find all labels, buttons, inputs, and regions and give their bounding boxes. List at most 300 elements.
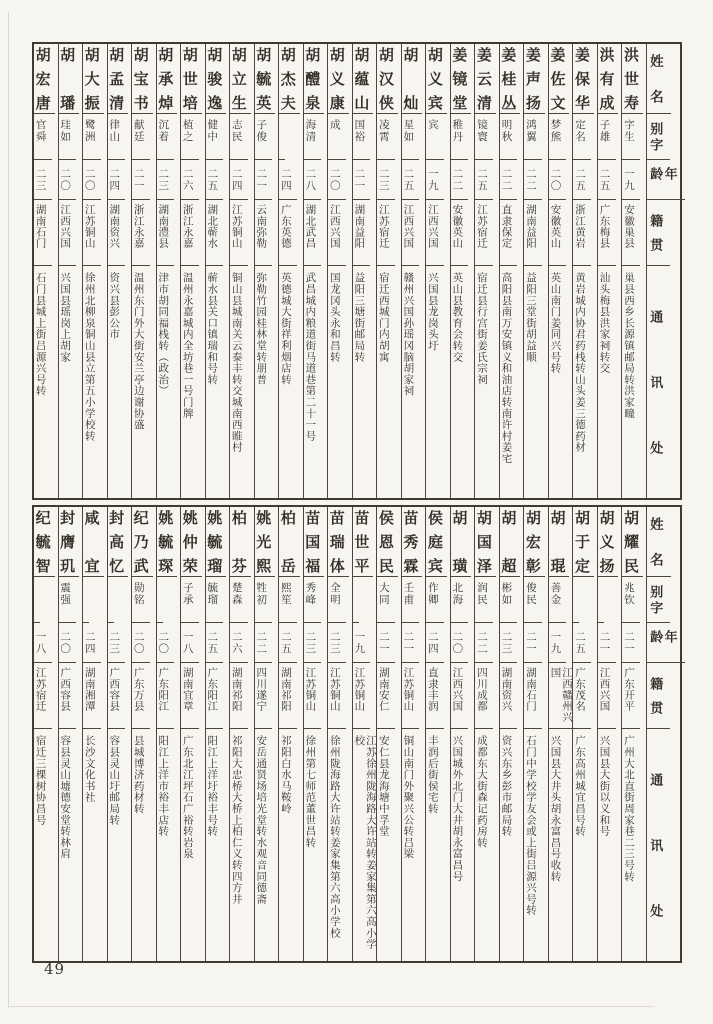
native-place: 湖南祁阳	[230, 663, 248, 729]
courtesy-name: 明秋	[500, 114, 518, 160]
contact-address: 安岳通贤场培光堂转水观音同德斋	[255, 735, 268, 905]
native-place: 安徽巢县	[622, 200, 640, 266]
native-place: 四川成都	[475, 663, 493, 729]
age-value: 二四	[230, 160, 248, 200]
courtesy-name: 大同	[377, 577, 395, 623]
courtesy-name: 鸿翼	[524, 114, 542, 160]
person-name: 胡义扬	[598, 507, 619, 577]
age-value: 二二	[475, 623, 493, 663]
contact-address: 祁阳白水马鞍岭	[279, 735, 292, 815]
age-value: 二〇	[451, 623, 469, 663]
contact-address: 武昌城内粮道街马道巷第二十一号	[304, 272, 317, 442]
courtesy-name: 梦熊	[549, 114, 567, 160]
age-value: 二四	[83, 623, 101, 663]
courtesy-name: 官舜	[34, 114, 52, 160]
person-name: 姚光熙	[255, 507, 276, 577]
directory-entry-column	[401, 44, 426, 498]
native-place: 江苏铜山	[230, 200, 248, 266]
courtesy-name: 海清	[304, 114, 322, 160]
person-name: 苗世平	[353, 507, 374, 577]
person-name: 纪毓智	[34, 507, 55, 577]
courtesy-header: 别字	[647, 577, 670, 623]
contact-address: 兴国县大井头胡永富昌号收转	[549, 735, 562, 882]
native-place: 江苏宿迁	[377, 200, 395, 266]
contact-address: 兴国城外北门大井胡永富昌号	[451, 735, 464, 882]
person-name: 苗秀霖	[402, 507, 423, 577]
contact-address: 县城博济药材转	[132, 735, 145, 815]
native-place: 湖南资兴	[108, 200, 126, 266]
native-place: 江西兴国	[59, 200, 77, 266]
native-place: 江西赣州兴国	[549, 663, 578, 729]
contact-address: 兴国县大街以义和号	[598, 735, 611, 837]
contact-address: 徐州北柳泉铜山县立第五小学校转	[83, 272, 96, 442]
native-place: 湖北蕲水	[206, 200, 224, 266]
directory-entry-column	[597, 507, 622, 961]
age-value: 二一	[598, 623, 616, 663]
directory-entry-column	[450, 44, 475, 498]
age-value: 二三	[328, 623, 346, 663]
native-place: 江西兴国	[402, 200, 420, 266]
contact-address: 成都东大街森记药房转	[475, 735, 488, 848]
person-name: 胡义宾	[426, 44, 447, 114]
person-name: 封高忆	[108, 507, 129, 577]
contact-address: 蕲水县关口镇瑞和号转	[206, 272, 219, 385]
courtesy-name: 珪如	[59, 114, 77, 160]
directory-entry-column	[229, 44, 254, 498]
directory-entry-column	[82, 44, 107, 498]
directory-entry-column	[58, 507, 83, 961]
person-name: 柏芬	[230, 507, 251, 577]
directory-entry-column	[327, 507, 352, 961]
age-value: 二六	[181, 160, 199, 200]
courtesy-name: 律山	[108, 114, 126, 160]
age-value: 二五	[573, 160, 591, 200]
person-name: 姜声扬	[524, 44, 545, 114]
directory-entry-column	[523, 44, 548, 498]
age-value: 二〇	[157, 623, 175, 663]
courtesy-name: 国裕	[353, 114, 371, 160]
native-place: 湖南宜章	[181, 663, 199, 729]
contact-address: 巢县西乡长源镇邮局转洪家疃	[623, 272, 636, 419]
person-name: 胡骏逸	[206, 44, 227, 114]
courtesy-name: 勋铭	[132, 577, 150, 623]
person-name: 胡国泽	[475, 507, 496, 577]
native-place: 湖南石门	[524, 663, 542, 729]
native-place: 广东开平	[622, 663, 640, 729]
header-column	[646, 44, 680, 498]
native-place: 江西兴国	[451, 663, 469, 729]
directory-entry-column	[229, 507, 254, 961]
directory-entry-column	[156, 44, 181, 498]
native-place: 广东英德	[279, 200, 297, 266]
courtesy-name: 植之	[181, 114, 199, 160]
age-value: 二〇	[59, 623, 77, 663]
directory-table-top	[32, 42, 682, 500]
native-place: 江苏宿迁	[475, 200, 493, 266]
contact-header: 通讯处	[647, 773, 663, 917]
contact-address: 兴国县龙岗头圩	[426, 272, 439, 352]
native-place: 江苏宿迁	[34, 663, 52, 729]
age-value: 二〇	[549, 160, 567, 200]
directory-entry-column	[254, 507, 279, 961]
person-name: 胡璠	[59, 44, 80, 114]
native-place: 湖南澧县	[157, 200, 175, 266]
age-value: 二二	[255, 623, 273, 663]
contact-address: 阳江上洋市裕丰店转	[157, 735, 170, 837]
person-name: 胡世培	[181, 44, 202, 114]
directory-entry-column	[180, 507, 205, 961]
age-value: 二一	[132, 160, 150, 200]
directory-entry-column	[376, 507, 401, 961]
native-place: 广东阳江	[206, 663, 224, 729]
courtesy-name: 沉着	[157, 114, 175, 160]
native-place: 江苏铜山	[328, 663, 346, 729]
native-place: 湖南益阳	[353, 200, 371, 266]
contact-address: 石门县城上街吕源兴号转	[34, 272, 47, 397]
directory-entry-column	[180, 44, 205, 498]
courtesy-name: 壬甫	[402, 577, 420, 623]
courtesy-name: 志民	[230, 114, 248, 160]
directory-entry-column	[597, 44, 622, 498]
native-place: 安徽英山	[451, 200, 469, 266]
courtesy-name	[157, 577, 163, 623]
person-name: 胡耀民	[622, 507, 643, 577]
age-value: 二一	[255, 160, 273, 200]
person-name: 胡义康	[328, 44, 349, 114]
native-place: 云南弥勒	[255, 200, 273, 266]
directory-entry-column	[572, 44, 597, 498]
directory-entry-column	[425, 44, 450, 498]
age-value: 一八	[34, 623, 52, 663]
native-place: 广东梅县	[598, 200, 616, 266]
native-place: 广西容县	[108, 663, 126, 729]
native-place: 湖南益阳	[524, 200, 542, 266]
contact-address: 益阳三堂街胡益顺	[524, 272, 537, 363]
native-place: 浙江黄岩	[573, 200, 591, 266]
header-column	[646, 507, 680, 961]
directory-entry-column	[499, 507, 524, 961]
contact-header: 通讯处	[647, 310, 663, 454]
contact-address: 国龙冈头永和昌转	[328, 272, 341, 363]
native-place: 江苏铜山	[83, 200, 101, 266]
directory-entry-column	[34, 44, 58, 498]
person-name: 胡灿	[402, 44, 423, 114]
person-name: 封膺玑	[59, 507, 80, 577]
age-header: 年龄	[647, 160, 685, 200]
directory-entry-column	[278, 507, 303, 961]
age-value: 二四	[108, 160, 126, 200]
native-place: 江苏铜山	[304, 663, 322, 729]
person-name: 苗瑞体	[328, 507, 349, 577]
person-name: 胡毓英	[255, 44, 276, 114]
age-value: 二一	[353, 160, 371, 200]
age-value: 二三	[34, 160, 52, 200]
age-value: 二四	[426, 623, 444, 663]
courtesy-name: 鹭洲	[83, 114, 101, 160]
directory-entry-column	[621, 507, 646, 961]
native-place: 江苏铜山	[402, 663, 420, 729]
person-name: 胡汉侠	[377, 44, 398, 114]
directory-entry-column	[58, 44, 83, 498]
person-name: 胡杰夫	[279, 44, 300, 114]
native-place: 湖南祁阳	[279, 663, 297, 729]
contact-address: 弥勒竹园桂林堂转朋普	[255, 272, 268, 385]
courtesy-name	[353, 577, 359, 623]
contact-address: 阳江上洋圩裕丰号转	[206, 735, 219, 837]
age-value: 二一	[402, 623, 420, 663]
contact-address: 兴国县瑶岗上胡家	[59, 272, 72, 363]
page-number: 49	[44, 960, 66, 978]
person-name: 姜桂丛	[500, 44, 521, 114]
person-name: 姚毓琛	[157, 507, 178, 577]
person-name: 胡于定	[573, 507, 594, 577]
contact-address: 铜山县城南关云泰丰转交城南西睢村	[230, 272, 243, 453]
courtesy-name	[598, 577, 604, 623]
contact-address: 宿迁县行宫街姜氏宗祠	[475, 272, 488, 385]
native-place: 直隶丰润	[426, 663, 444, 729]
courtesy-name: 兆钦	[622, 577, 640, 623]
person-name: 胡宏彰	[524, 507, 545, 577]
courtesy-name: 子承	[181, 577, 199, 623]
age-value: 二〇	[132, 623, 150, 663]
person-name: 洪世寿	[622, 44, 643, 114]
contact-address: 资兴县彭公市	[108, 272, 121, 340]
courtesy-name: 凌霄	[377, 114, 395, 160]
courtesy-name: 楚森	[230, 577, 248, 623]
person-name: 胡醴泉	[304, 44, 325, 114]
contact-address: 长沙文化书社	[83, 735, 96, 803]
native-place: 江苏铜山	[353, 663, 371, 729]
age-value: 二三	[500, 623, 518, 663]
directory-entry-column	[548, 507, 573, 961]
contact-address: 津市胡同福栈转（政治）	[157, 272, 170, 397]
courtesy-name: 熙笙	[279, 577, 297, 623]
directory-entry-column	[82, 507, 107, 961]
age-value: 二五	[279, 623, 297, 663]
native-place: 江西兴国	[328, 200, 346, 266]
courtesy-name: 稚丹	[451, 114, 469, 160]
age-value: 二三	[304, 623, 322, 663]
contact-address: 江苏徐州陇海路大许站转姜家集第六高小学校	[353, 735, 377, 950]
directory-entry-column	[327, 44, 352, 498]
age-value: 二二	[524, 160, 542, 200]
person-name: 姜保华	[573, 44, 594, 114]
directory-entry-column	[278, 44, 303, 498]
courtesy-name: 星如	[402, 114, 420, 160]
person-name: 纪乃武	[132, 507, 153, 577]
directory-entry-column	[131, 44, 156, 498]
native-place: 广东阳江	[157, 663, 175, 729]
age-value: 二〇	[83, 160, 101, 200]
contact-address: 宿迁西城门内胡寓	[377, 272, 390, 363]
courtesy-name: 彬如	[500, 577, 518, 623]
contact-address: 黄岩城内协君药栈转山头姜三德药材	[574, 272, 586, 453]
courtesy-name	[108, 577, 114, 623]
courtesy-name: 毓瑠	[206, 577, 224, 623]
age-header: 年龄	[647, 623, 685, 663]
contact-address: 丰润后街侯宅转	[426, 735, 439, 815]
age-value: 二二	[451, 160, 469, 200]
courtesy-name: 全明	[328, 577, 346, 623]
contact-address: 徐州第七师范董世昌转	[304, 735, 317, 848]
courtesy-name	[34, 577, 40, 623]
person-name: 洪有成	[598, 44, 619, 114]
directory-entry-column	[254, 44, 279, 498]
directory-entry-column	[401, 507, 426, 961]
directory-entry-column	[425, 507, 450, 961]
age-value: 二三	[108, 623, 126, 663]
age-value: 二四	[279, 160, 297, 200]
age-value: 二五	[402, 160, 420, 200]
contact-address: 高阳县南万安镇义和油店转南许村姜宅	[500, 272, 513, 465]
name-header: 姓名	[647, 507, 671, 577]
person-name: 姜镜堂	[451, 44, 472, 114]
courtesy-name: 秀峰	[304, 577, 322, 623]
directory-entry-column	[450, 507, 475, 961]
directory-table-bottom	[32, 505, 682, 963]
courtesy-name: 善金	[549, 577, 567, 623]
person-name: 侯庭宾	[426, 507, 447, 577]
courtesy-name: 定名	[573, 114, 591, 160]
directory-entry-column	[376, 44, 401, 498]
age-value: 一九	[622, 160, 640, 200]
courtesy-name: 震强	[59, 577, 77, 623]
age-value: 二〇	[328, 160, 346, 200]
age-value: 二三	[377, 160, 395, 200]
person-name: 胡大振	[83, 44, 104, 114]
contact-address: 英山南门姜同兴号转	[549, 272, 562, 374]
directory-entry-column	[131, 507, 156, 961]
native-place: 江西兴国	[598, 663, 616, 729]
age-value: 二三	[157, 160, 175, 200]
courtesy-name	[279, 114, 285, 160]
contact-address: 铜山南门外聚兴公转吕梁	[402, 735, 415, 860]
person-name: 胡承焯	[157, 44, 178, 114]
courtesy-name	[83, 577, 89, 623]
courtesy-name: 润民	[475, 577, 493, 623]
directory-entry-column	[352, 507, 377, 961]
directory-entry-column	[352, 44, 377, 498]
native-place: 浙江永嘉	[132, 200, 150, 266]
courtesy-name: 俊民	[524, 577, 542, 623]
origin-header: 籍贯	[647, 663, 670, 729]
directory-entry-column	[548, 44, 573, 498]
age-value: 二五	[206, 160, 224, 200]
native-place: 浙江永嘉	[181, 200, 199, 266]
directory-entry-column	[156, 507, 181, 961]
person-name: 侯恩民	[377, 507, 398, 577]
contact-address: 宿迁三棵树协昌号	[34, 735, 47, 826]
contact-address: 石门中学校学友会或上街吕源兴号转	[524, 735, 537, 916]
contact-address: 英德城大街祥利烟店转	[279, 272, 292, 385]
age-value: 二六	[230, 623, 248, 663]
age-value: 一九	[353, 623, 371, 663]
age-value: 一九	[426, 160, 444, 200]
age-value: 二五	[206, 623, 224, 663]
native-place: 湖北武昌	[304, 200, 322, 266]
native-place: 广西容县	[59, 663, 77, 729]
age-value: 一九	[549, 623, 567, 663]
directory-entry-column	[303, 44, 328, 498]
person-name: 姜云清	[475, 44, 496, 114]
contact-address: 益阳三塘街邮局转	[353, 272, 366, 363]
person-name: 姚毓瑠	[206, 507, 227, 577]
native-place: 湖南石门	[34, 200, 52, 266]
person-name: 胡琨	[549, 507, 570, 577]
directory-entry-column	[474, 507, 499, 961]
courtesy-name: 宾	[426, 114, 444, 160]
person-name: 胡孟清	[108, 44, 129, 114]
contact-address: 英山县教育会转交	[451, 272, 464, 363]
age-value: 二一	[377, 623, 395, 663]
age-value: 二五	[598, 160, 616, 200]
directory-entry-column	[474, 44, 499, 498]
directory-entry-column	[572, 507, 597, 961]
contact-address: 汕头梅县洪家祠转交	[598, 272, 611, 374]
contact-address: 资兴东乡彭市邮局转	[500, 735, 513, 837]
contact-address: 容县灵山墟德安堂转林肩	[59, 735, 72, 860]
native-place: 湖南湘潭	[83, 663, 101, 729]
directory-entry-column	[107, 44, 132, 498]
courtesy-name: 北海	[451, 577, 469, 623]
native-place: 湖南资兴	[500, 663, 518, 729]
courtesy-name: 作卿	[426, 577, 444, 623]
age-value: 二八	[304, 160, 322, 200]
directory-entry-column	[205, 44, 230, 498]
age-value: 二五	[573, 623, 591, 663]
contact-address: 赣州兴国孙瑶冈脑胡家祠	[402, 272, 415, 397]
directory-entry-column	[303, 507, 328, 961]
person-name: 姜佐文	[549, 44, 570, 114]
person-name: 咸宜	[83, 507, 104, 577]
native-place: 湖南安仁	[377, 663, 395, 729]
age-value: 二二	[500, 160, 518, 200]
contact-address: 温州东门外大街安兰亭边谢协盛	[132, 272, 145, 431]
contact-address: 容县灵山圩邮局转	[108, 735, 121, 826]
origin-header: 籍贯	[647, 200, 670, 266]
person-name: 柏岳	[279, 507, 300, 577]
person-name: 胡蕴山	[353, 44, 374, 114]
courtesy-name: 子俊	[255, 114, 273, 160]
age-value: 二〇	[59, 160, 77, 200]
directory-entry-column	[107, 507, 132, 961]
age-value: 一八	[181, 623, 199, 663]
age-value: 二一	[622, 623, 640, 663]
contact-address: 祁阳大忠桥大桥上柏仁义转四方井	[230, 735, 243, 905]
person-name: 姚仲荣	[181, 507, 202, 577]
person-name: 胡宏唐	[34, 44, 55, 114]
age-value: 二五	[475, 160, 493, 200]
courtesy-name: 献廷	[132, 114, 150, 160]
directory-entry-column	[205, 507, 230, 961]
native-place: 四川遂宁	[255, 663, 273, 729]
name-header: 姓名	[647, 44, 671, 114]
contact-address: 广东高州城宜昌号转	[574, 735, 586, 837]
directory-entry-column	[621, 44, 646, 498]
contact-address: 广东北江坪石广裕转岩泉	[181, 735, 194, 860]
courtesy-name: 健中	[206, 114, 224, 160]
directory-entry-column	[34, 507, 58, 961]
person-name: 胡超	[500, 507, 521, 577]
person-name: 胡宝书	[132, 44, 153, 114]
courtesy-header: 别字	[647, 114, 670, 160]
courtesy-name: 镜寰	[475, 114, 493, 160]
courtesy-name: 牲初	[255, 577, 273, 623]
directory-tables	[32, 42, 682, 968]
age-value: 二一	[524, 623, 542, 663]
contact-address: 广州大北直街周家巷二三号转	[623, 735, 636, 882]
native-place: 江西兴国	[426, 200, 444, 266]
